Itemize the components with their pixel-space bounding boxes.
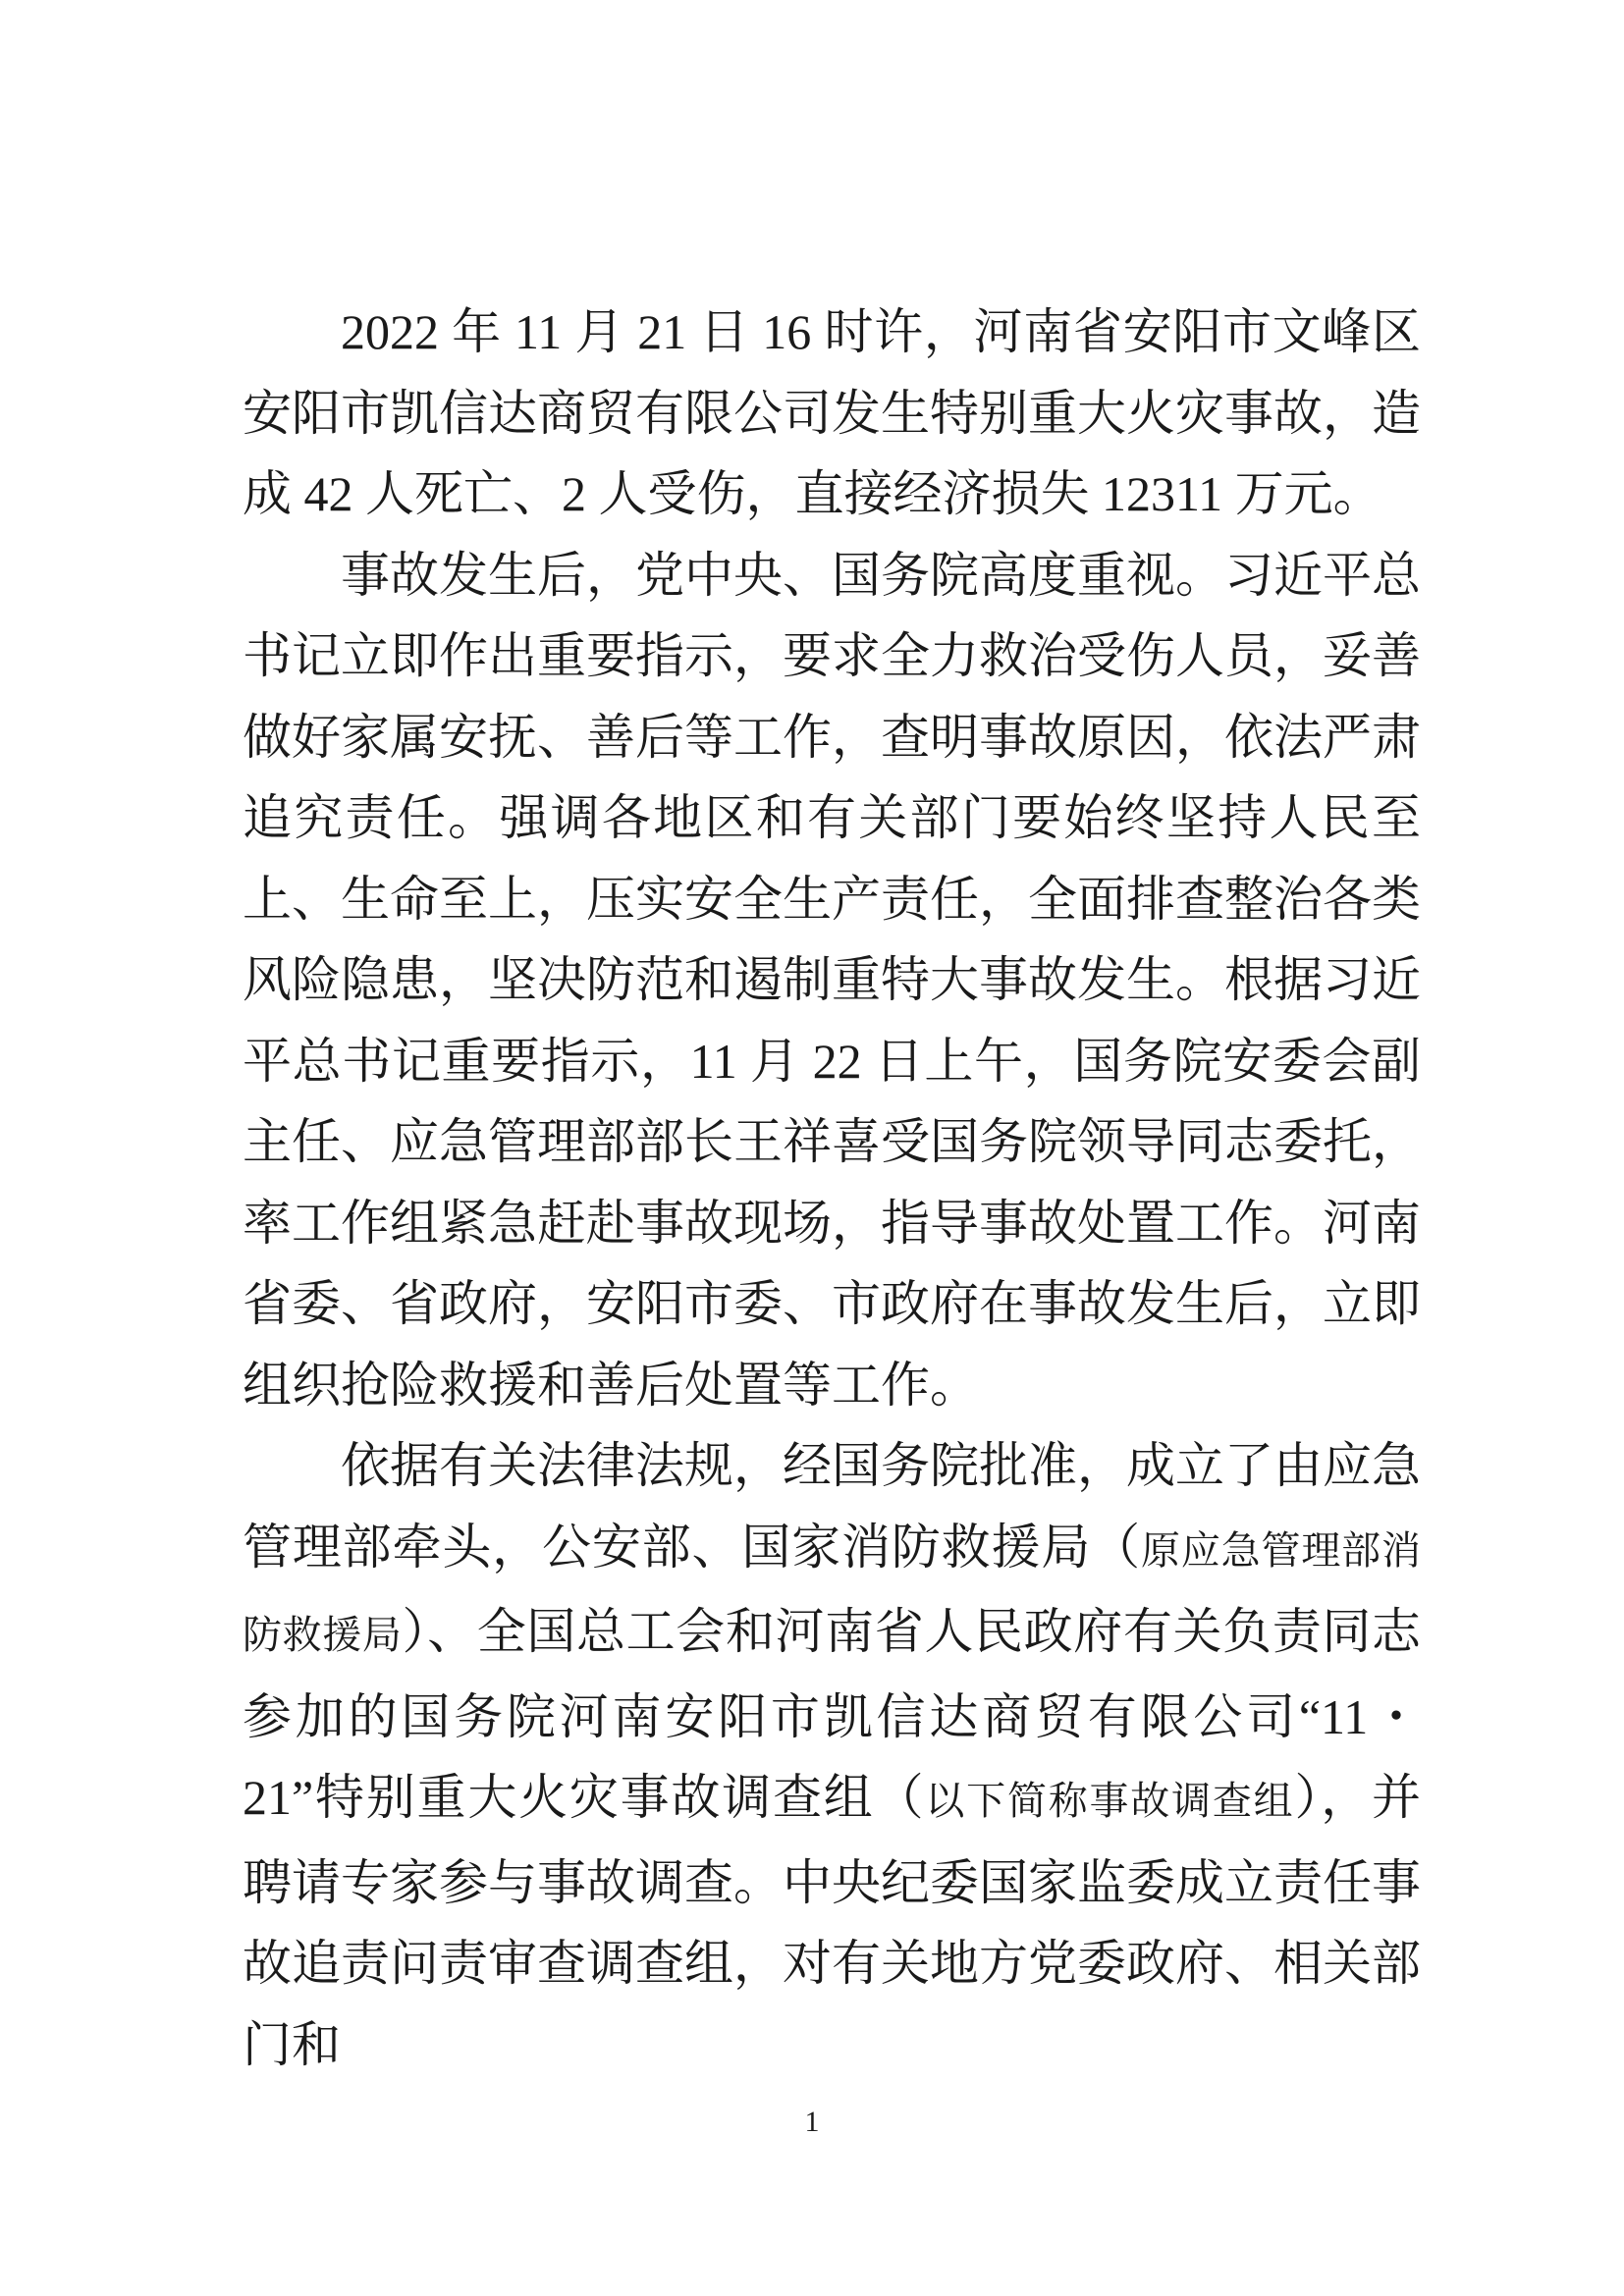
paragraph-text-segment: 依据有关法律法规，经国务院批准，成立了由应急管理部牵头，公安部、国家消防救援局（ <box>243 1438 1421 1575</box>
document-body <box>243 292 1421 2085</box>
parenthetical-note: 以下简称事故调查组 <box>925 1779 1295 1823</box>
paragraph-text-segment: ）、全国总工会和河南省人民政府有关负责同志参加的国务院河南安阳市凯信达商贸有限公司“11・21”特别重大火灾事故调查组（ <box>243 1604 1421 1825</box>
paragraph-investigation-team <box>243 1425 1421 2085</box>
paragraph-central-response: 事故发生后，党中央、国务院高度重视。习近平总书记立即作出重要指示，要求全力救治受伤人员，妥善做好家属安抚、善后等工作，查明事故原因，依法严肃追究责任。强调各地区和有关部门要始终坚持人民至上、生命至上，压实安全生产责任，全面排查整治各类风险隐患，坚决防范和遏制重特大事故发生。根据习近平总书记重要指示，11 月 22 日上午，国务院安委会副主任、应急管理部部长王祥喜受国务院领导同志委托，率工作组紧急赶赴事故现场，指导事故处置工作。河南省委、省政府，安阳市委、市政府在事故发生后，立即组织抢险救援和善后处置等工作。 <box>243 547 1421 1413</box>
page-number: 1 <box>804 2106 820 2138</box>
parenthetical-note: 原应急管理部消防救援局 <box>243 1527 1421 1657</box>
paragraph-incident-summary: 2022 年 11 月 21 日 16 时许，河南省安阳市文峰区安阳市凯信达商贸有限公司发生特别重大火灾事故，造成 42 人死亡、2 人受伤，直接经济损失 12311 万元。 <box>243 304 1421 521</box>
paragraph-text-segment: ），并聘请专家参与事故调查。中央纪委国家监委成立责任事故追责问责审查调查组，对有关地方党委政府、相关部门和 <box>243 1770 1422 2072</box>
